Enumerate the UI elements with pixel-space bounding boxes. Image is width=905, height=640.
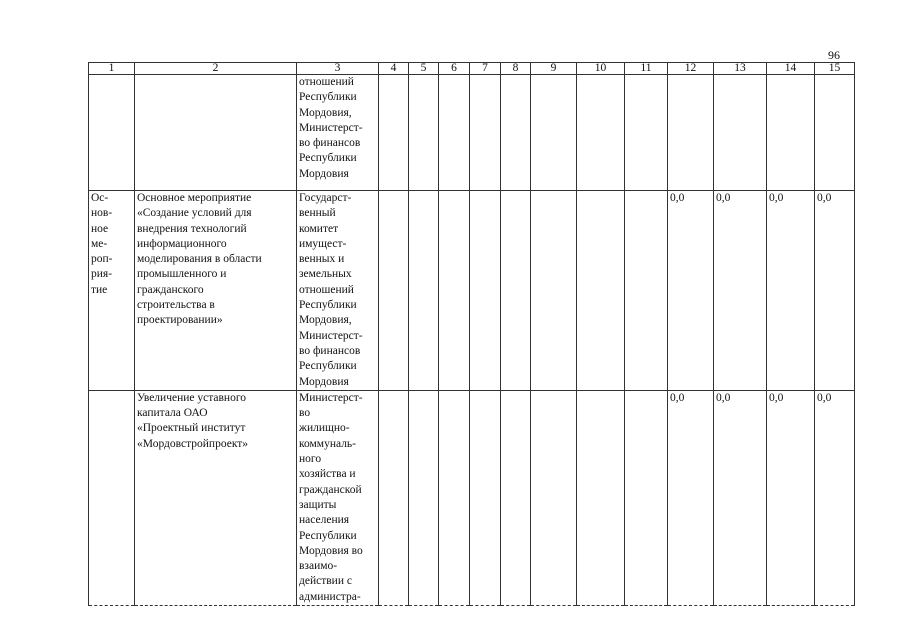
value-cell: 0,0: [668, 191, 714, 391]
budget-table: [88, 62, 855, 606]
table-cell: [409, 390, 439, 605]
value-cell: 0,0: [815, 390, 855, 605]
table-cell: [439, 191, 470, 391]
value-cell: 0,0: [815, 191, 855, 391]
value-cell: 0,0: [714, 191, 767, 391]
table-cell: [439, 75, 470, 191]
table-row: [89, 75, 855, 191]
table-cell: [577, 390, 625, 605]
column-header: 6: [439, 63, 470, 75]
value-cell: [668, 75, 714, 191]
measure-name-cell: Основное мероприятие «Создание условий для внедрения технологий информационного моделирования в области промышленного и гражданского строительства в проектировании»: [135, 191, 297, 391]
table-row: [89, 390, 855, 605]
column-header: 15: [815, 63, 855, 75]
table-cell: [409, 191, 439, 391]
table-cell: [439, 390, 470, 605]
value-cell: [815, 75, 855, 191]
table-cell: [577, 75, 625, 191]
column-header: 11: [625, 63, 668, 75]
table-cell: [470, 191, 501, 391]
measure-name-cell: Увеличение уставного капитала ОАО «Проектный институт «Мордовстройпроект»: [135, 390, 297, 605]
column-header: 9: [531, 63, 577, 75]
executor-cell: отношений Республики Мордовия, Министерст- во финансов Республики Мордовия: [297, 75, 379, 191]
row-type-cell: Ос- нов- ное ме- роп- рия- тие: [89, 191, 135, 391]
table-cell: [501, 390, 531, 605]
table-cell: [531, 75, 577, 191]
page-number: 96: [828, 48, 840, 62]
table-cell: [379, 390, 409, 605]
column-header: 4: [379, 63, 409, 75]
measure-name-cell: [135, 75, 297, 191]
value-cell: [767, 75, 815, 191]
column-header: 10: [577, 63, 625, 75]
table-cell: [501, 191, 531, 391]
value-cell: 0,0: [668, 390, 714, 605]
column-header: 13: [714, 63, 767, 75]
value-cell: 0,0: [767, 191, 815, 391]
column-header: 2: [135, 63, 297, 75]
table-cell: [379, 75, 409, 191]
table-cell: [625, 191, 668, 391]
column-header: 5: [409, 63, 439, 75]
executor-cell: Государст- венный комитет имущест- венных и земельных отношений Республики Мордовия, Министерст- во финансов Республики Мордовия: [297, 191, 379, 391]
row-type-cell: [89, 390, 135, 605]
column-header: 1: [89, 63, 135, 75]
table-cell: [379, 191, 409, 391]
table-cell: [531, 191, 577, 391]
table-cell: [625, 390, 668, 605]
column-header: 8: [501, 63, 531, 75]
column-header: 14: [767, 63, 815, 75]
table-row: [89, 191, 855, 391]
column-header: 12: [668, 63, 714, 75]
table-cell: [470, 390, 501, 605]
table-cell: [409, 75, 439, 191]
header-row: [89, 63, 855, 75]
table-cell: [531, 390, 577, 605]
executor-cell: Министерст- во жилищно- коммуналь- ного хозяйства и гражданской защиты населения Республики Мордовия во взаимо- действии с администра-: [297, 390, 379, 605]
column-header: 3: [297, 63, 379, 75]
table-cell: [625, 75, 668, 191]
table-cell: [577, 191, 625, 391]
table-cell: [470, 75, 501, 191]
value-cell: [714, 75, 767, 191]
column-header: 7: [470, 63, 501, 75]
value-cell: 0,0: [767, 390, 815, 605]
row-type-cell: [89, 75, 135, 191]
value-cell: 0,0: [714, 390, 767, 605]
table-cell: [501, 75, 531, 191]
